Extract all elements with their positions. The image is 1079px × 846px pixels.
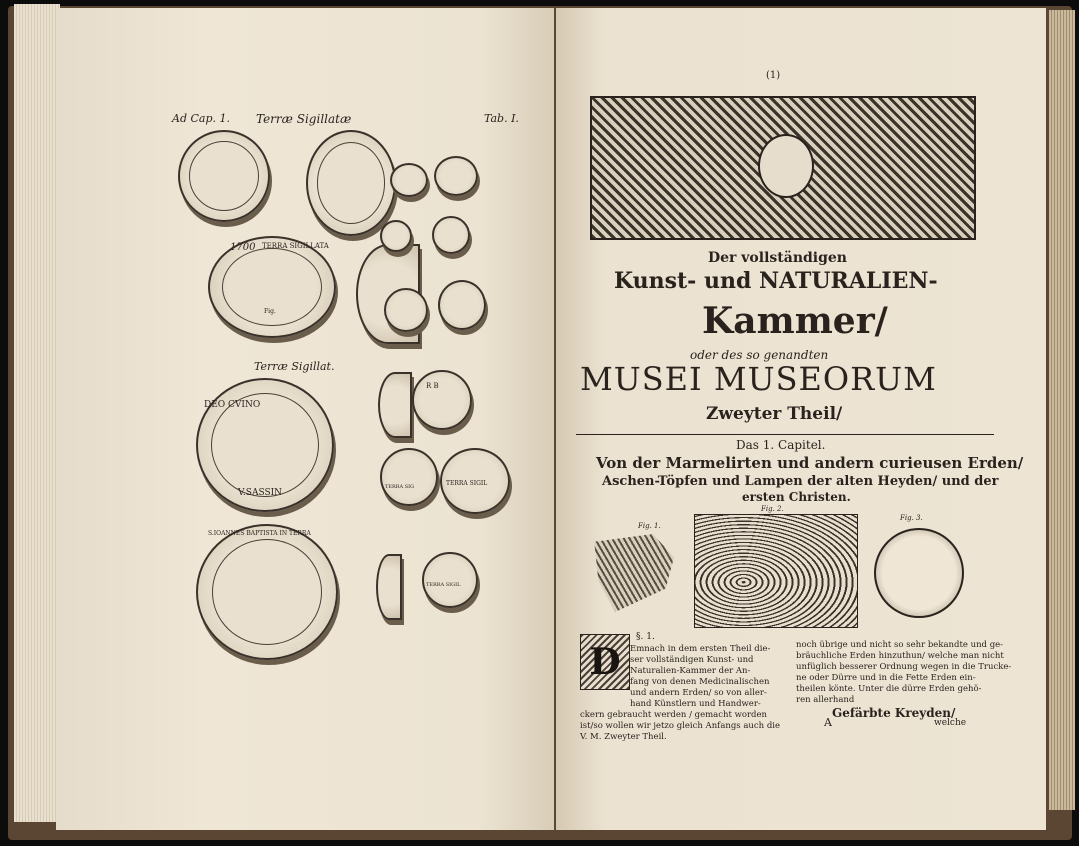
figure-3-disc (870, 514, 970, 618)
seal-small-4 (432, 216, 470, 254)
coin-3-ring-text: TERRA SIGILLATA (262, 242, 329, 250)
col2-line: ne oder Dürre und in die Fette Erden ein- (796, 673, 976, 683)
title-line-4: oder des so genandten (690, 348, 829, 362)
col2-line: ren allerhand (796, 695, 855, 705)
coin-2-figure (317, 142, 386, 224)
chapter-title-3: ersten Christen. (742, 490, 851, 504)
coin-6 (196, 524, 338, 660)
seal-8-text: TERRA SIG (385, 484, 415, 490)
col2-heading: Gefärbte Kreyden/ (832, 706, 956, 720)
chapter-label: Das 1. Capitel. (736, 438, 826, 452)
figure-1-marble-fragment (586, 522, 678, 618)
col1-line: V. M. Zweyter Theil. (580, 732, 667, 742)
seal-partial-2 (376, 554, 402, 620)
figure-2-label: Fig. 2. (761, 505, 784, 513)
plate-section-2-title: Terræ Sigillat. (254, 360, 335, 373)
col2-line: bräuchliche Erden hinzuthun/ welche man nicht (796, 651, 1004, 661)
seal-10-text: TERRA SIGIL (426, 582, 461, 588)
right-page (556, 8, 1046, 830)
coin-5-bottom-text: V.SASSIN (238, 488, 283, 498)
title-rule (576, 434, 994, 435)
title-line-2: Kunst- und NATURALIEN- (614, 268, 938, 294)
col1-line: Emnach in dem ersten Theil die- (630, 644, 771, 654)
col1-line: ckern gebraucht werden / gemacht worden (580, 710, 767, 720)
body-column-1-cont (580, 710, 780, 743)
title-line-6: Zweyter Theil/ (706, 404, 843, 424)
col1-line: ist/so wollen wir jetzo gleich Anfangs auch die (580, 721, 781, 731)
col1-line: fang von denen Medicinalischen (630, 677, 770, 687)
coin-1-figure (189, 141, 259, 211)
col2-line: noch übrige und nicht so sehr bekandte und ge- (796, 640, 1004, 650)
ornamental-headpiece (590, 96, 976, 240)
coin-6-field (212, 539, 322, 645)
coin-5-ring-text: DEO CVINO (204, 400, 261, 410)
headpiece-medallion (758, 134, 814, 198)
signature-mark: A (824, 716, 832, 729)
seal-small-2 (434, 156, 478, 196)
title-line-1: Der vollständigen (708, 250, 847, 266)
seal-small-5 (384, 288, 428, 332)
catchword: welche (934, 718, 967, 728)
seal-7-text: R B (426, 382, 439, 390)
page-edges-left (14, 4, 60, 822)
col2-line: theilen könte. Unter die dürre Erden gehö- (796, 684, 982, 694)
seal-8 (380, 448, 438, 506)
page-number: (1) (766, 70, 781, 81)
figure-1-label: Fig. 1. (638, 522, 661, 530)
figure-3-shape (874, 528, 964, 618)
seal-10 (422, 552, 478, 608)
seal-small-3 (380, 220, 412, 252)
col2-line: unfüglich besserer Ordnung wegen in die Trucke- (796, 662, 1012, 672)
paragraph-mark: §. 1. (636, 632, 655, 642)
body-column-2 (796, 640, 1012, 720)
coin-3 (208, 236, 336, 338)
coin-3-year: 1700 (230, 242, 256, 253)
body-column-1 (630, 644, 780, 710)
plate-header-title: Terræ Sigillatæ (256, 112, 352, 126)
col1-line: hand Künstlern und Handwer- (630, 699, 761, 709)
seal-9-text: TERRA SIGIL (446, 480, 488, 487)
coin-6-ring-text: S.IOANNES BAPTISTA IN TERRA (208, 530, 311, 537)
col1-line: ser vollständigen Kunst- und (630, 655, 754, 665)
plate-header-left: Ad Cap. 1. (172, 112, 230, 125)
title-line-3: Kammer/ (702, 300, 888, 342)
chapter-title-1: Von der Marmelirten und andern curieusen Erden/ (596, 454, 1024, 472)
figure-2-marble-slab (694, 505, 858, 628)
seal-9 (440, 448, 510, 514)
coin-5 (196, 378, 334, 512)
chapter-title-2: Aschen-Töpfen und Lampen der alten Heyden/ und der (602, 474, 999, 489)
col1-line: Naturalien-Kammer der An- (630, 666, 751, 676)
coin-2 (306, 130, 396, 236)
seal-small-1 (390, 163, 428, 197)
col1-line: und andern Erden/ so von aller- (630, 688, 767, 698)
coin-1 (178, 130, 270, 222)
coin-3-label: Fig. (264, 308, 276, 315)
page-edges-right (1049, 10, 1075, 810)
left-page (56, 8, 554, 830)
seal-partial-1 (378, 372, 412, 438)
figure-1-shape (590, 534, 674, 612)
plate-header-tab: Tab. I. (484, 112, 519, 125)
seal-small-6 (438, 280, 486, 330)
figure-3-label: Fig. 3. (900, 514, 923, 522)
title-line-5: MUSEI MUSEORUM (580, 360, 937, 398)
seal-7 (412, 370, 472, 430)
drop-cap-d: D (580, 634, 630, 690)
